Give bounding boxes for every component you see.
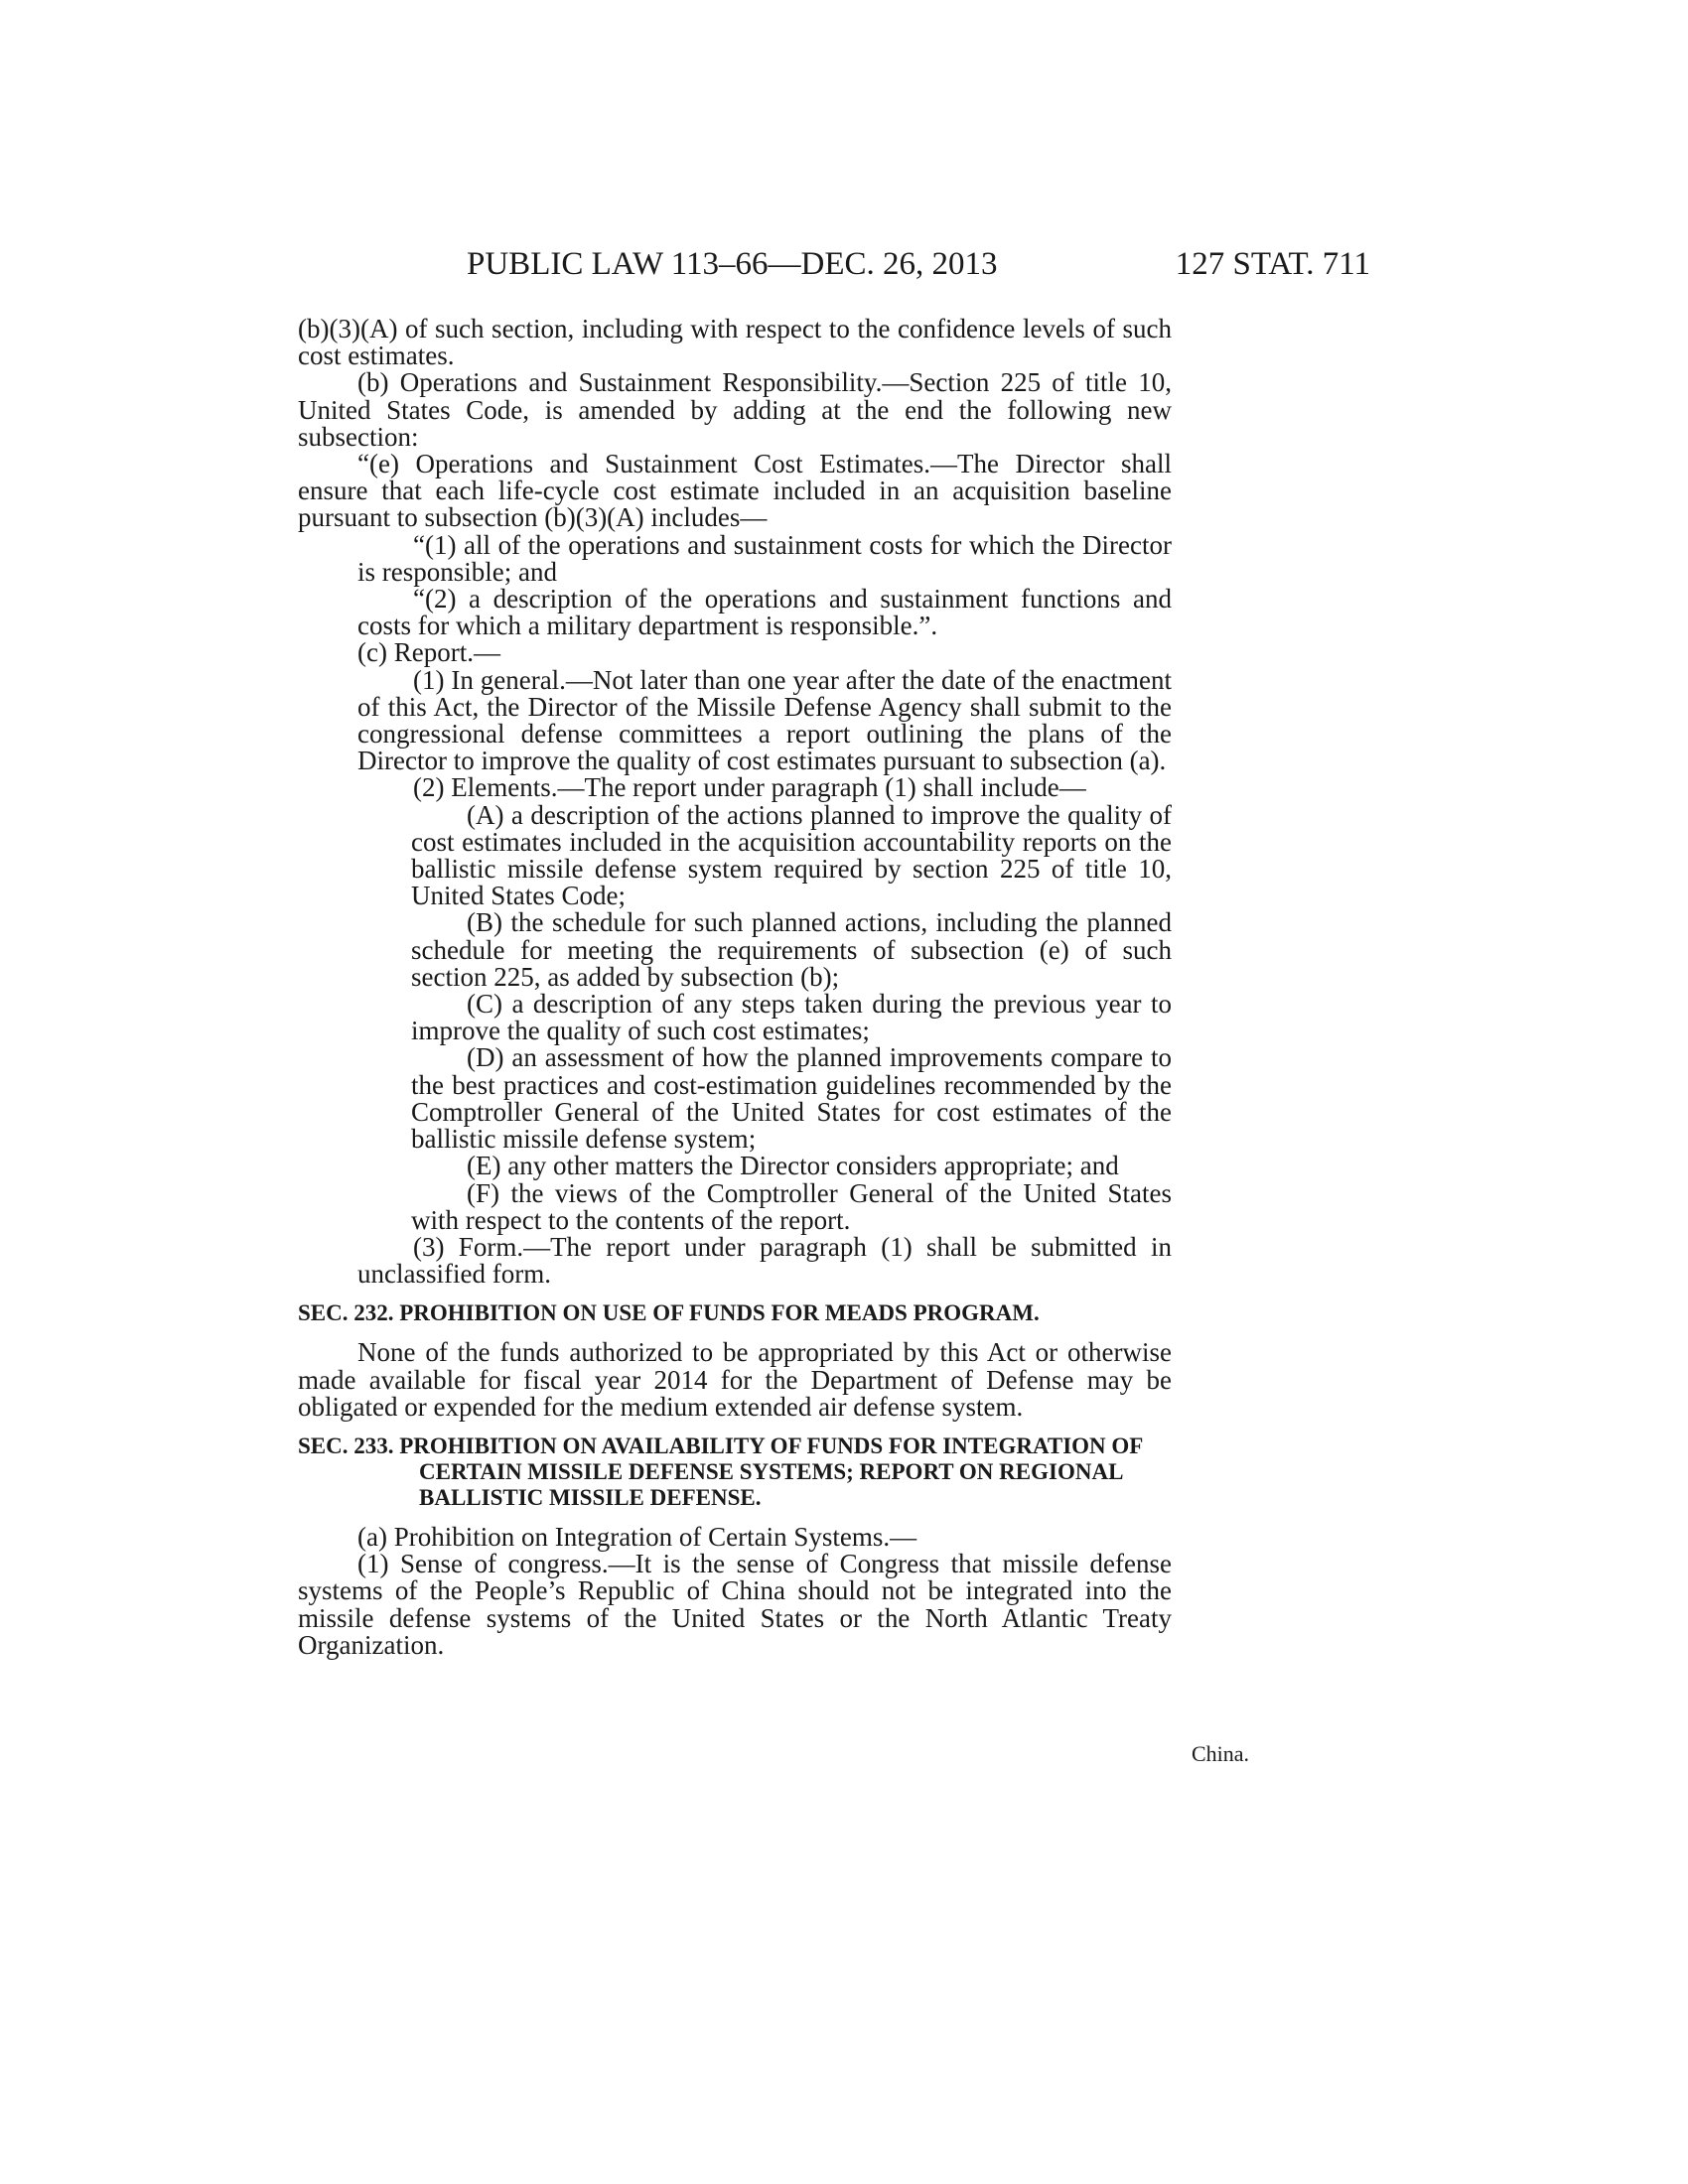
subsection-233-a: (a) Prohibition on Integration of Certain Systems.— (357, 1521, 917, 1552)
paragraph-e1: “(1) all of the operations and sustainment costs for which the Director is responsible; and (357, 529, 1172, 587)
subparagraph-E: (E) any other matters the Director considers appropriate; and (467, 1151, 1119, 1181)
subparagraph-A: (A) a description of the actions planned to improve the quality of cost estimates included in the acquisition accountability reports on the ballistic missile defense system required by section 225 of title 10, United States Code; (411, 799, 1172, 911)
section-232-text: None of the funds authorized to be appropriated by this Act or otherwise made available for fiscal year 2014 for the Department of Defense may be obligated or expended for the medium extended air defense system. (298, 1337, 1172, 1422)
subparagraph-B: (B) the schedule for such planned actions, including the planned schedule for meeting the requirements of subsection (e) of such section 225, as added by subsection (b); (411, 907, 1172, 992)
subsection-b: (b) Operations and Sustainment Responsibility.—Section 225 of title 10, United States Code, is amended by adding at the end the following new subsection: (298, 367, 1172, 452)
paragraph-continuation: (b)(3)(A) of such section, including with respect to the confidence levels of such cost estimates. (298, 314, 1172, 371)
paragraph-233-a1: (1) Sense of congress.—It is the sense of Congress that missile defense systems of the People’s Republic of China should not be integrated into the missile defense systems of the United States or the North Atlantic Treaty Organization. (298, 1549, 1172, 1660)
subparagraph-D: (D) an assessment of how the planned improvements compare to the best practices and cost-estimation guidelines recommended by the Comptroller General of the United States for cost estimates of the ballistic missile defense system; (411, 1042, 1172, 1155)
paragraph-c3: (3) Form.—The report under paragraph (1) shall be submitted in unclassified form. (357, 1231, 1172, 1290)
section-232-heading: SEC. 232. PROHIBITION ON USE OF FUNDS FOR MEADS PROGRAM. (298, 1300, 1040, 1326)
subsection-c-heading: (c) Report.— (357, 637, 500, 668)
subsection-e-quoted: “(e) Operations and Sustainment Cost Estimates.—The Director shall ensure that each life-cycle cost estimate included in an acquisition baseline pursuant to subsection (b)(3)(A) includes— (298, 449, 1172, 533)
section-233-heading: SEC. 233. PROHIBITION ON AVAILABILITY OF FUNDS FOR INTEGRATION OF CERTAIN MISSILE DEFENSE SYSTEMS; REPORT ON REGIONAL BALLISTIC MISSILE DEFENSE. (298, 1433, 1143, 1510)
stat-page-reference: 127 STAT. 711 (1175, 246, 1370, 282)
paragraph-c1: (1) In general.—Not later than one year after the date of the enactment of this Act, the Director of the Missile Defense Agency shall submit to the congressional defense committees a report outlining the plans of the Director to improve the quality of cost estimates pursuant to subsection (a). (357, 664, 1172, 776)
page-header (467, 246, 1370, 286)
subparagraph-C: (C) a description of any steps taken during the previous year to improve the quality of such cost estimates; (411, 989, 1172, 1046)
paragraph-e2: “(2) a description of the operations and sustainment functions and costs for which a military department is responsible.”. (357, 584, 1172, 641)
running-title: PUBLIC LAW 113–66—DEC. 26, 2013 (467, 246, 998, 282)
paragraph-c2: (2) Elements.—The report under paragraph (1) shall include— (413, 772, 1086, 803)
margin-note: China. (1192, 1741, 1250, 1766)
document-body (298, 316, 1172, 1659)
subparagraph-F: (F) the views of the Comptroller General of the United States with respect to the contents of the report. (411, 1177, 1172, 1235)
